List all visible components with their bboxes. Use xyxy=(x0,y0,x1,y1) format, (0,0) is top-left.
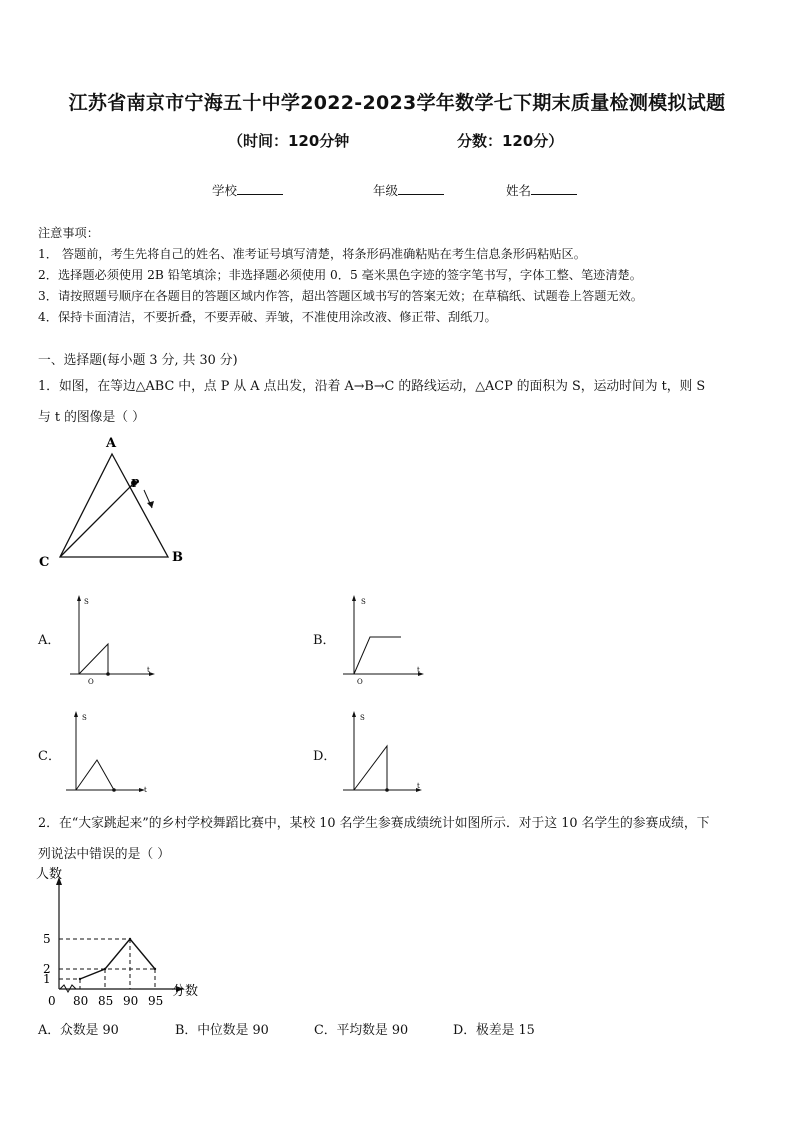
y-axis-label: 人数 xyxy=(36,867,63,882)
q1-option-d[interactable]: D． xyxy=(313,749,337,764)
arrow-head xyxy=(147,501,154,508)
notice-item: 3．请按照题号顺序在各题目的答题区域内作答，超出答题区域书写的答案无效；在草稿纸、试题卷上答题无效。 xyxy=(38,289,643,303)
label-b: B xyxy=(172,550,183,565)
grade-label: 年级 xyxy=(373,183,399,198)
q2-option-a[interactable]: A．众数是 90 xyxy=(38,1023,119,1038)
data-point xyxy=(79,978,81,980)
label-p: P xyxy=(131,477,140,490)
score-line-chart xyxy=(30,863,220,1013)
svg-text:t: t xyxy=(147,666,150,674)
svg-text:t: t xyxy=(417,666,420,674)
school-field xyxy=(212,181,283,199)
x-tick-label: 80 xyxy=(73,994,89,1008)
school-blank[interactable] xyxy=(237,182,283,195)
exam-score: 分数：120分） xyxy=(457,132,564,150)
q1-option-b[interactable]: B． xyxy=(313,633,336,648)
svg-text:t: t xyxy=(144,786,147,794)
x-tick-label: 90 xyxy=(123,994,139,1008)
exam-time: （时间：120分钟 xyxy=(228,132,350,150)
svg-text:S: S xyxy=(82,714,87,722)
graph-option-d xyxy=(337,708,437,804)
y-tick-label: 5 xyxy=(43,932,51,946)
svg-text:O: O xyxy=(88,678,94,686)
exam-title: 江苏省南京市宁海五十中学2022-2023学年数学七下期末质量检测模拟试题 xyxy=(68,92,726,114)
data-series-line xyxy=(80,939,155,979)
q2-option-c[interactable]: C．平均数是 90 xyxy=(314,1023,409,1038)
svg-text:O: O xyxy=(357,678,363,686)
q1-option-c[interactable]: C． xyxy=(38,749,61,764)
y-tick-label: 2 xyxy=(43,962,51,976)
q2-text-line1: 2．在“大家跳起来”的乡村学校舞蹈比赛中，某校 10 名学生参赛成绩统计如图所示．对于这 10 名学生的参赛成绩，下 xyxy=(38,816,710,831)
label-a: A xyxy=(106,436,117,451)
grade-field xyxy=(373,181,444,199)
graph-option-b xyxy=(337,592,437,688)
notice-item: 4．保持卡面清洁，不要折叠，不要弄破、弄皱，不准使用涂改液、修正带、刮纸刀。 xyxy=(38,310,497,324)
segment-cp xyxy=(60,483,134,557)
svg-text:t: t xyxy=(417,782,420,790)
q1-text-line1: 1．如图，在等边△ABC 中，点 P 从 A 点出发，沿着 A→B→C 的路线运动，△ACP 的面积为 S，运动时间为 t，则 S xyxy=(38,379,706,394)
graph-option-a xyxy=(62,592,162,688)
y-tick-label: 1 xyxy=(43,972,51,986)
origin-label: 0 xyxy=(48,994,56,1008)
q2-option-d[interactable]: D．极差是 15 xyxy=(453,1023,535,1038)
section-heading: 一、选择题(每小题 3 分, 共 30 分) xyxy=(38,353,238,368)
name-blank[interactable] xyxy=(531,182,577,195)
grade-blank[interactable] xyxy=(398,182,444,195)
q1-option-a[interactable]: A． xyxy=(38,633,61,648)
data-point xyxy=(129,938,131,940)
data-point xyxy=(104,968,106,970)
name-field xyxy=(506,181,577,199)
label-c: C xyxy=(39,555,50,570)
svg-text:S: S xyxy=(360,714,365,722)
notice-item: 2．选择题必须使用 2B 铅笔填涂；非选择题必须使用 0．5 毫米黑色字迹的签字笔书写，字体工整、笔迹清楚。 xyxy=(38,268,642,282)
data-point xyxy=(154,968,156,970)
notice-item: 1． 答题前，考生先将自己的姓名、准考证号填写清楚，将条形码准确粘贴在考生信息条形码粘贴区。 xyxy=(38,247,586,261)
x-axis-label: 分数 xyxy=(172,984,199,999)
school-label: 学校 xyxy=(212,183,238,198)
q2-option-b[interactable]: B．中位数是 90 xyxy=(175,1023,269,1038)
x-tick-label: 85 xyxy=(98,994,114,1008)
x-tick-label: 95 xyxy=(148,994,164,1008)
notice-title: 注意事项： xyxy=(38,226,99,240)
q1-text-line2: 与 t 的图像是（ ） xyxy=(38,410,145,425)
q2-text-line2: 列说法中错误的是（ ） xyxy=(38,847,171,862)
graph-option-c xyxy=(62,708,162,804)
svg-text:S: S xyxy=(84,598,89,606)
svg-text:S: S xyxy=(361,598,366,606)
triangle-figure xyxy=(30,432,190,572)
name-label: 姓名 xyxy=(506,183,532,198)
